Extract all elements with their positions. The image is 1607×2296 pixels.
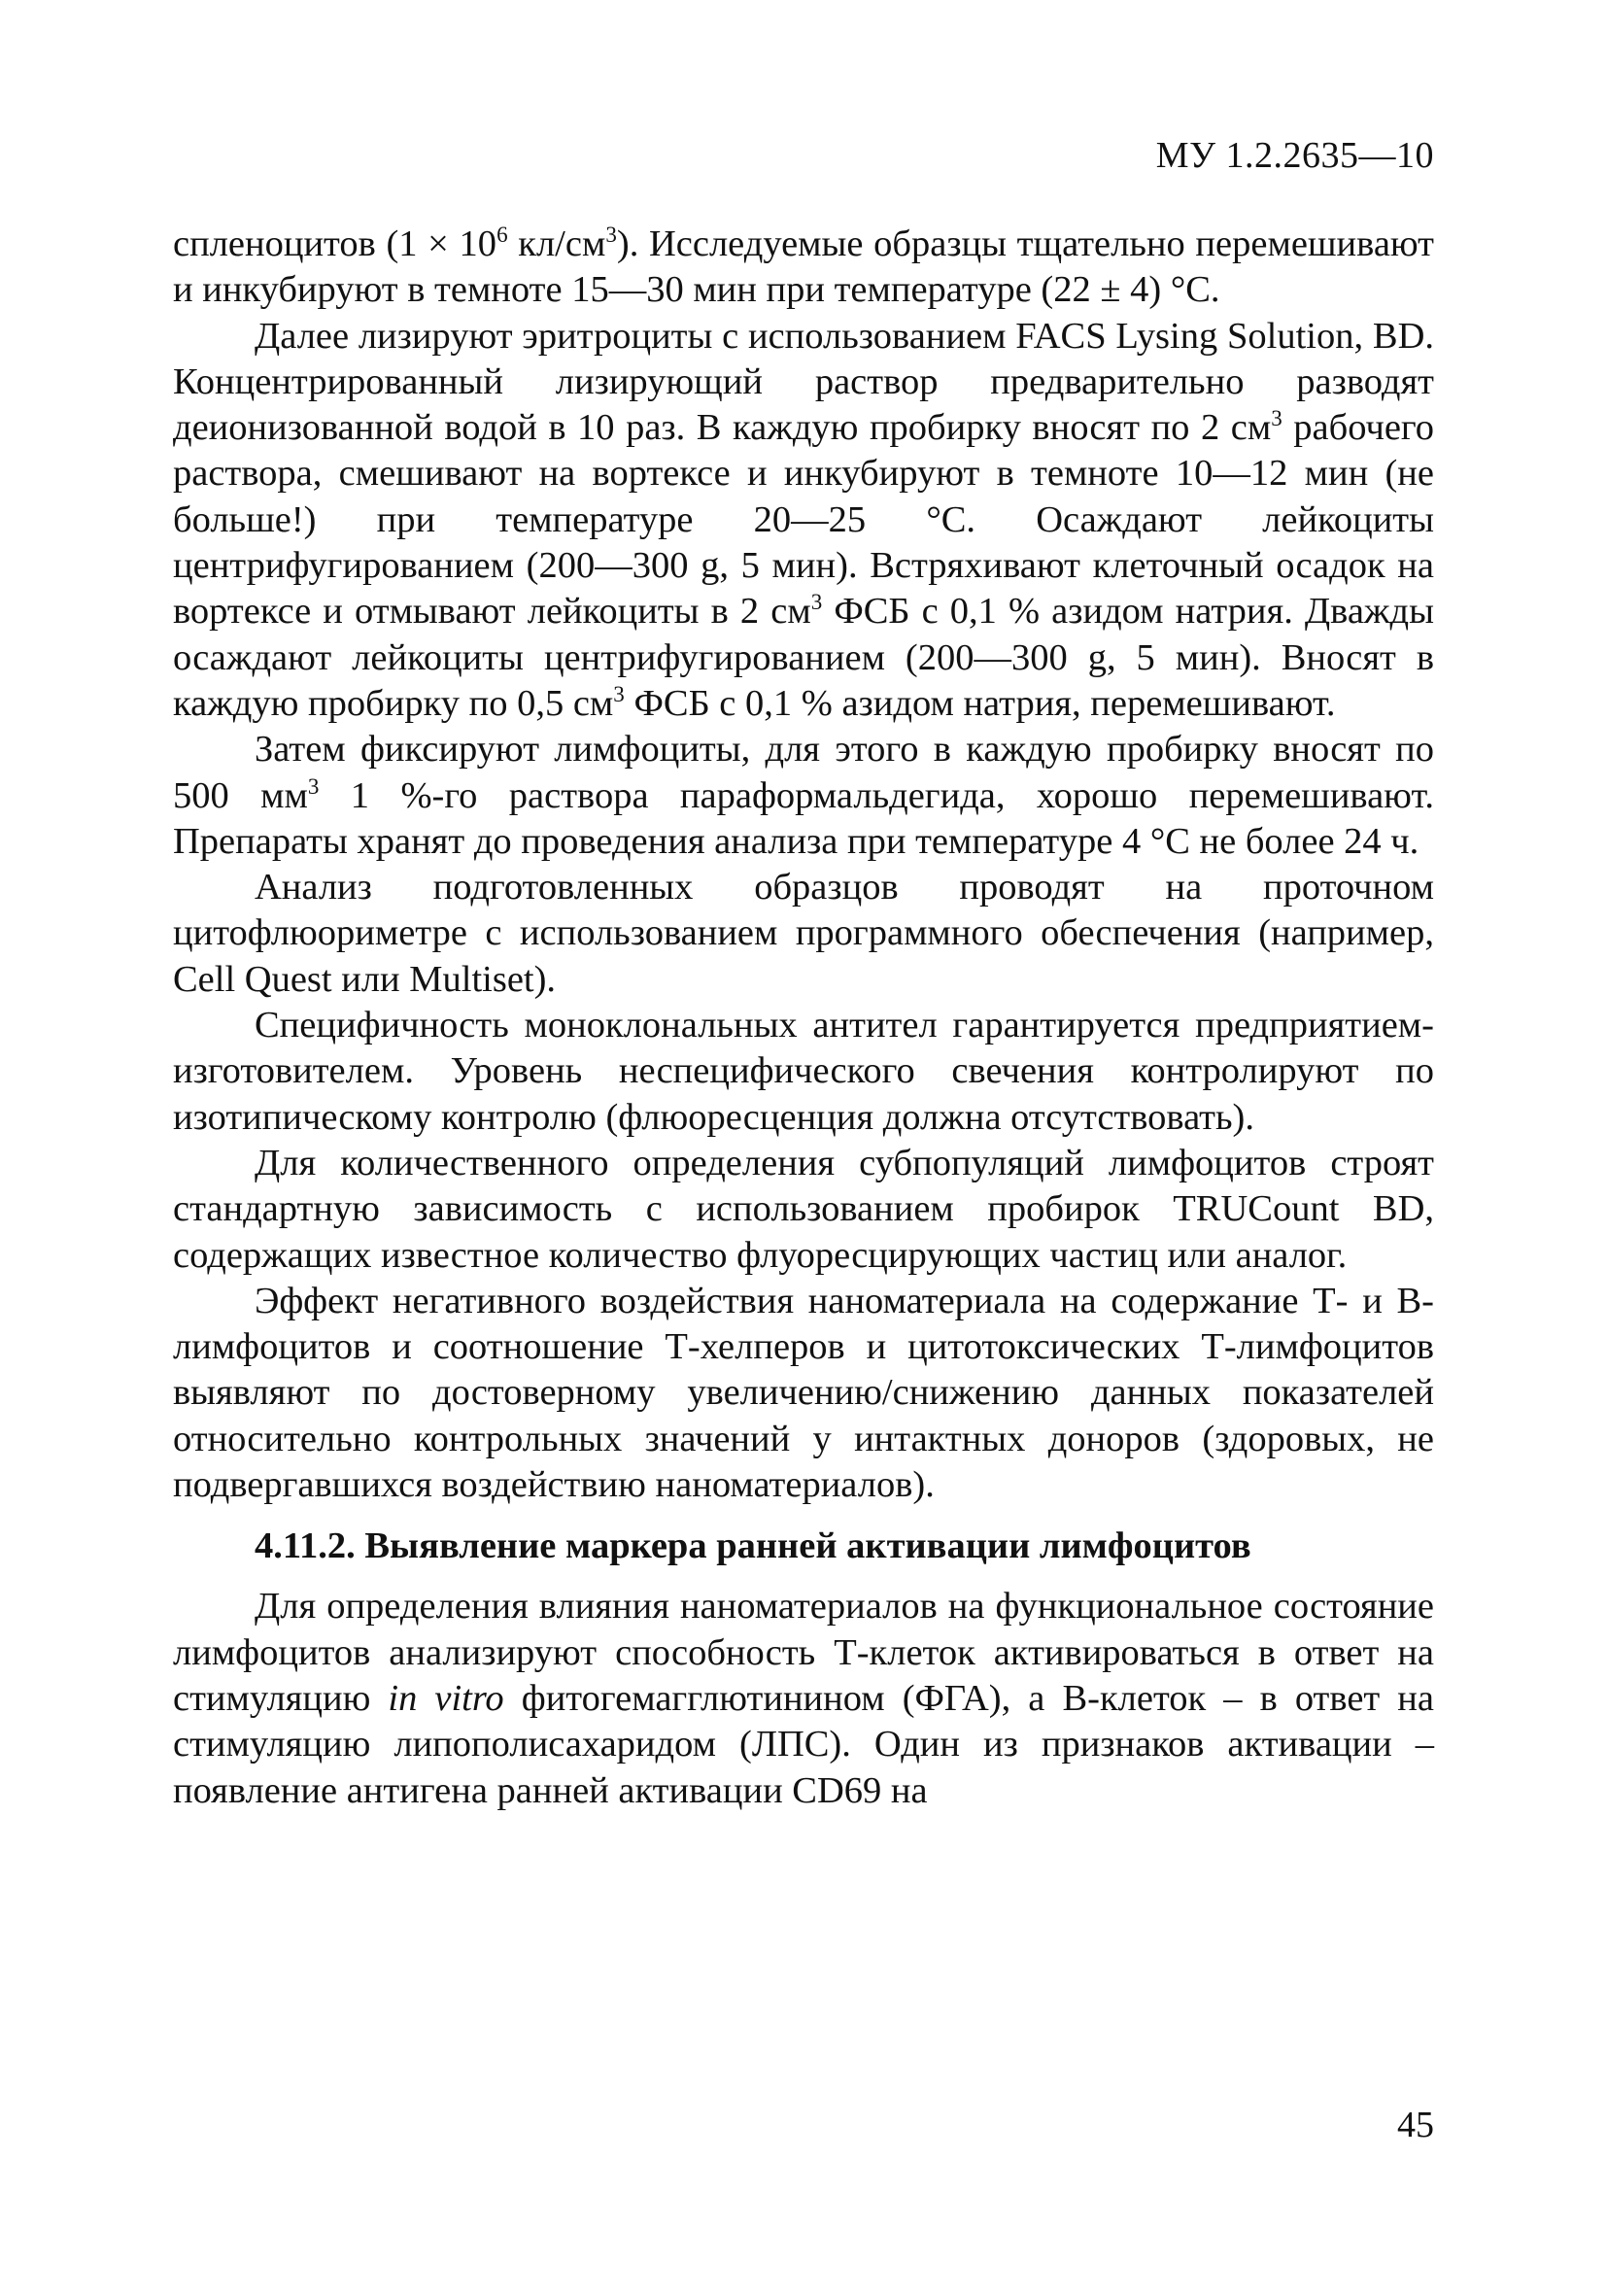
- page-number: 45: [1397, 2105, 1434, 2145]
- paragraph-quantification: Для количественного определения субпопуляций лимфоцитов строят стандартную зависимость с использованием пробирок TRUCount BD, содержащих известное количество флуоресцирующих частиц или аналог.: [173, 1142, 1434, 1276]
- paragraph-effect: Эффект негативного воздействия наноматериала на содержание Т- и В-лимфоцитов и соотношение Т-хелперов и цитотоксических Т-лимфоцитов выявляют по достоверному увеличению/снижению данных показателей относительно контрольных значений у интактных доноров (здоровых, не подвергавшихся воздействию наноматериалов).: [173, 1280, 1434, 1506]
- document-code-header: МУ 1.2.2635—10: [1155, 135, 1434, 176]
- section-heading: 4.11.2. Выявление маркера ранней активации лимфоцитов: [255, 1525, 1251, 1567]
- paragraph-activation: Для определения влияния наноматериалов на функциональное состояние лимфоцитов анализируют способность Т-клеток активироваться в ответ на стимуляцию in vitro фитогемагглютинином (ФГА), а В-клеток – в ответ на стимуляцию липополисахаридом (ЛПС). Один из признаков активации – появление антигена ранней активации CD69 на: [173, 1586, 1434, 1811]
- paragraph-splenocytes: спленоцитов ($1 \times 10^6$ $кл/см^3$). Исследуемые образцы тщательно перемешивают и инкубируют в темноте 15—30 мин при температуре (22 ± 4) °С.: [173, 222, 1434, 311]
- paragraph-specificity: Специфичность моноклональных антител гарантируется предприятием-изготовителем. Уровень неспецифического свечения контролируют по изотипическому контролю (флюоресценция должна отсутствовать).: [173, 1005, 1434, 1138]
- paragraph-fixation: Затем фиксируют лимфоциты, для этого в каждую пробирку вносят по 500 $мм^3$ 1 %-го раствора параформальдегида, хорошо перемешивают. Препараты хранят до проведения анализа при температуре 4 °С не более 24 ч.: [173, 729, 1434, 862]
- paragraph-lysis: Далее лизируют эритроциты с использованием FACS Lysing Solution, BD. Концентрированный лизирующий раствор предварительно разводят деионизованной водой в 10 раз. В каждую пробирку вносят по 2 $см^3$ рабочего раствора, смешивают на вортексе и инкубируют в темноте 10—12 мин (не больше!) при температуре 20—25 °С. Осаждают лейкоциты центрифугированием (200—300 g, 5 мин). Встряхивают клеточный осадок на вортексе и отмывают лейкоциты в 2 $см^3$ ФСБ с 0,1 % азидом натрия. Дважды осаждают лейкоциты центрифугированием (200—300 g, 5 мин). Вносят в каждую пробирку по 0,5 $см^3$ ФСБ с 0,1 % азидом натрия, перемешивают.: [173, 315, 1434, 724]
- page-body: [173, 222, 1434, 1814]
- paragraph-analysis: Анализ подготовленных образцов проводят на проточном цитофлюориметре с использованием программного обеспечения (например, Cell Quest или Multiset).: [173, 867, 1434, 1000]
